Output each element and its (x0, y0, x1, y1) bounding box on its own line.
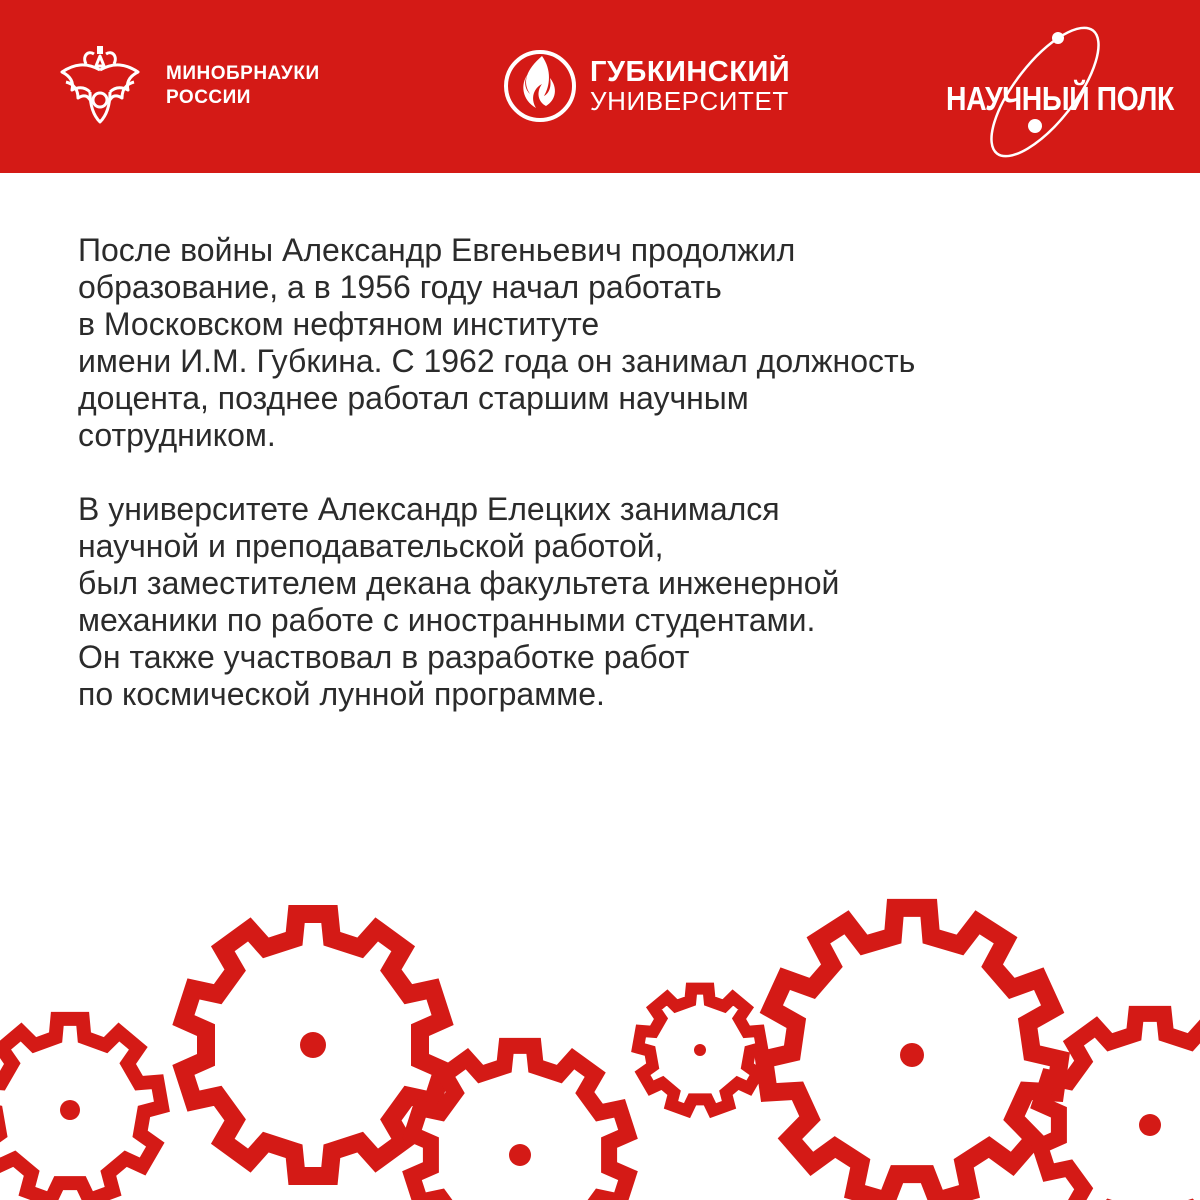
ministry-name-line1: МИНОБРНАУКИ (166, 63, 320, 84)
project-logo (940, 22, 1174, 162)
ministry-logo (56, 42, 320, 130)
university-logo (502, 48, 790, 124)
university-name-line2: УНИВЕРСИТЕТ (590, 86, 789, 116)
gear-hub (694, 1044, 706, 1056)
paragraph-2: В университете Александр Елецких занимался научной и преподавательской работой, был заместителем декана факультета инженерной механики по работе с иностранными студентами. Он также участвовал в разработке работ по космической лунной программе. (78, 491, 840, 712)
gear-hub (509, 1144, 531, 1166)
double-headed-eagle-emblem-icon (56, 42, 144, 130)
article-body (78, 232, 1158, 750)
gear-shape (412, 1046, 628, 1200)
flame-drop-icon (502, 48, 578, 124)
gear-shape (1040, 1014, 1200, 1200)
ministry-name-line2: РОССИИ (166, 87, 251, 108)
gear-hub (300, 1032, 326, 1058)
gear-hub (1139, 1114, 1161, 1136)
header-banner (0, 0, 1200, 173)
university-name-line1: ГУБКИНСКИЙ (590, 56, 791, 88)
gears-icon (0, 860, 1200, 1200)
gear-hub (60, 1100, 80, 1120)
paragraph-1: После войны Александр Евгеньевич продолжил образование, а в 1956 году начал работать в Московском нефтяном институте имени И.М. Губкина. С 1962 года он занимал должность доцента, позднее работал старшим научным сотрудником. (78, 232, 916, 453)
gear-shape (0, 1019, 162, 1200)
project-name: НАУЧНЫЙ ПОЛК (946, 80, 1174, 117)
gear-hub (900, 1043, 924, 1067)
